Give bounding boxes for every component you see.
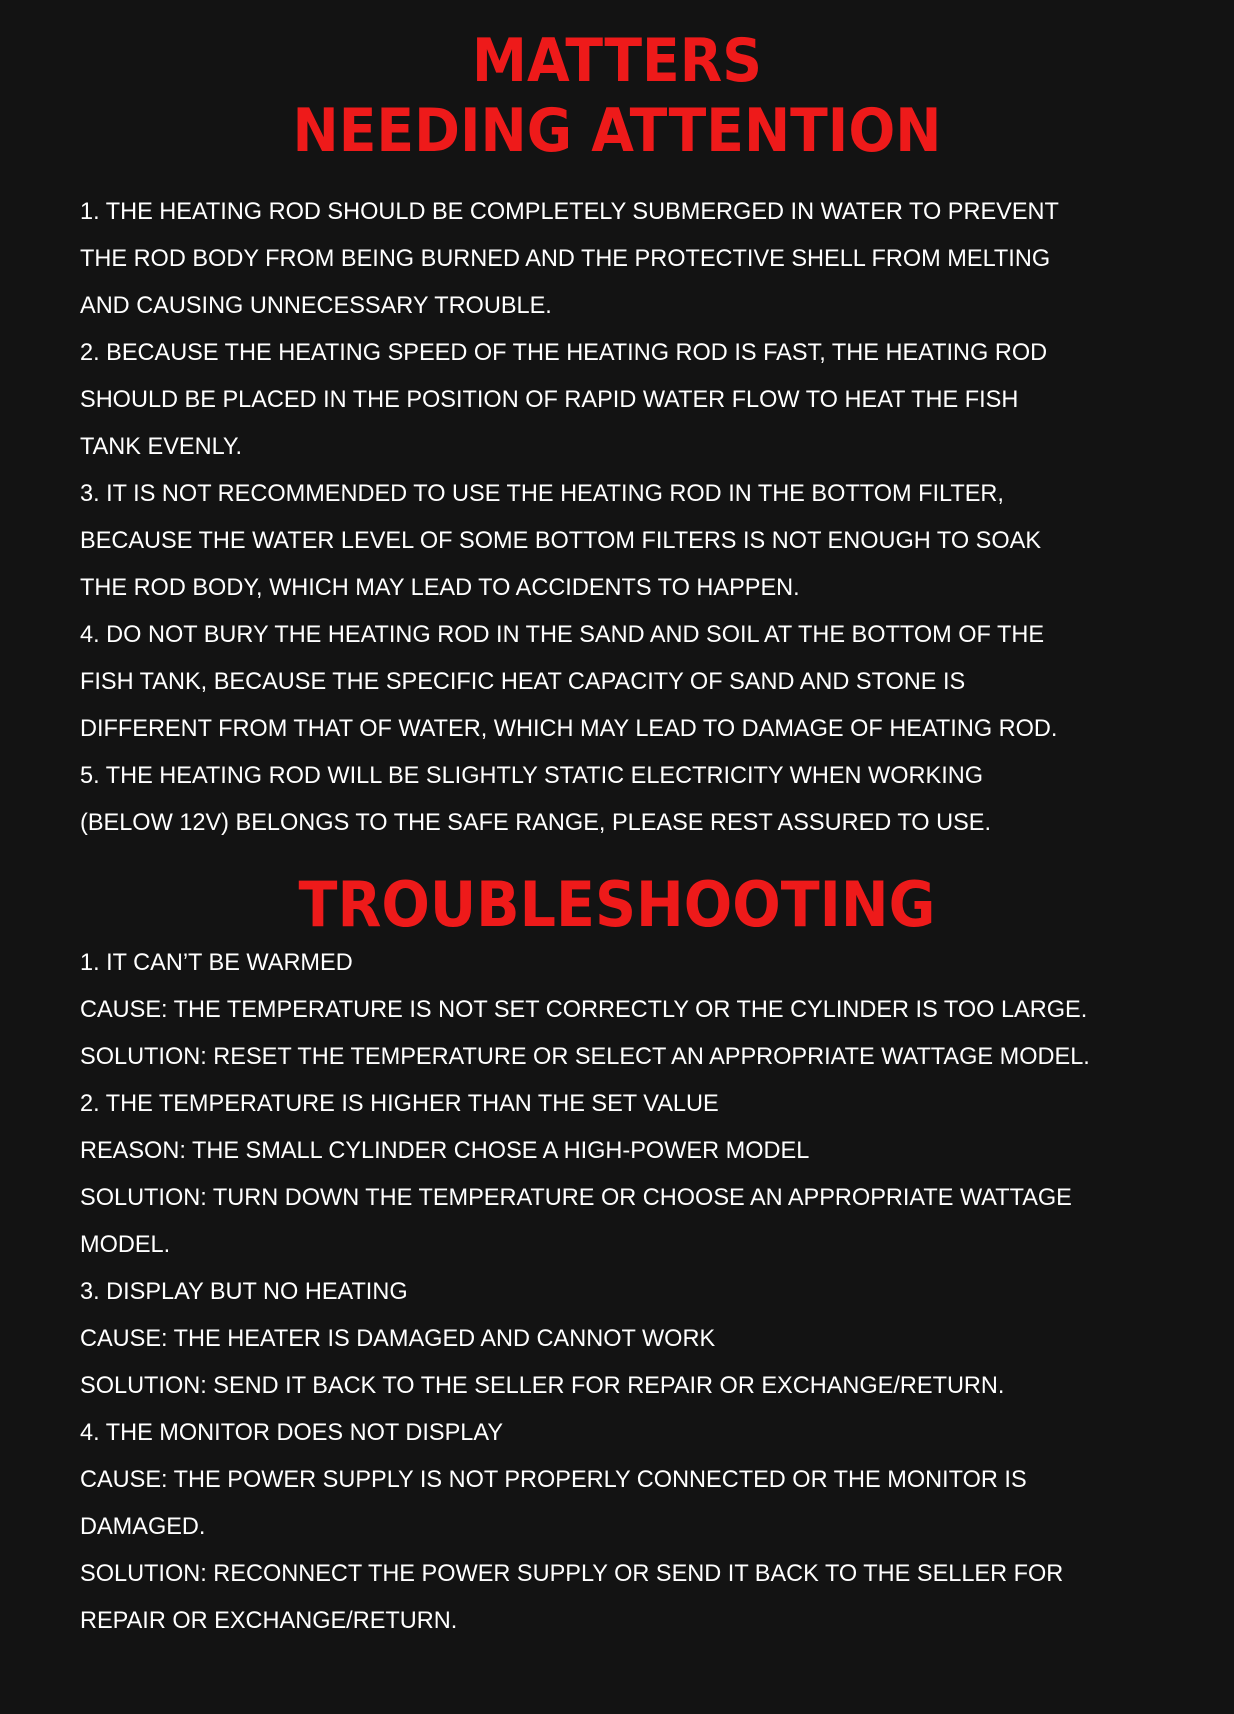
notice-title-line-1: MATTERS: [472, 26, 762, 96]
notice-line: FISH TANK, BECAUSE THE SPECIFIC HEAT CAPACITY OF SAND AND STONE IS: [80, 668, 966, 695]
troubleshooting-line: REASON: THE SMALL CYLINDER CHOSE A HIGH-POWER MODEL: [80, 1137, 810, 1164]
troubleshooting-line: SOLUTION: RESET THE TEMPERATURE OR SELECT AN APPROPRIATE WATTAGE MODEL.: [80, 1043, 1090, 1070]
notice-line: TANK EVENLY.: [80, 433, 243, 460]
troubleshooting-title: TROUBLESHOOTING: [298, 868, 936, 941]
notice-line: THE ROD BODY FROM BEING BURNED AND THE PROTECTIVE SHELL FROM MELTING: [80, 245, 1051, 272]
notice-title: [49, 26, 1184, 166]
notice-line: (BELOW 12V) BELONGS TO THE SAFE RANGE, PLEASE REST ASSURED TO USE.: [80, 809, 992, 836]
troubleshooting-line: 2. THE TEMPERATURE IS HIGHER THAN THE SET VALUE: [80, 1090, 719, 1117]
troubleshooting-line: SOLUTION: RECONNECT THE POWER SUPPLY OR SEND IT BACK TO THE SELLER FOR: [80, 1560, 1064, 1587]
notice-line: 4. DO NOT BURY THE HEATING ROD IN THE SAND AND SOIL AT THE BOTTOM OF THE: [80, 621, 1045, 648]
notice-line: 5. THE HEATING ROD WILL BE SLIGHTLY STATIC ELECTRICITY WHEN WORKING: [80, 762, 984, 789]
troubleshooting-line: SOLUTION: SEND IT BACK TO THE SELLER FOR REPAIR OR EXCHANGE/RETURN.: [80, 1372, 1005, 1399]
troubleshooting-line: 4. THE MONITOR DOES NOT DISPLAY: [80, 1419, 504, 1446]
troubleshooting-line: 3. DISPLAY BUT NO HEATING: [80, 1278, 408, 1305]
troubleshooting-line: DAMAGED.: [80, 1513, 206, 1540]
troubleshooting-line: 1. IT CAN’T BE WARMED: [80, 949, 353, 976]
notice-list: [80, 188, 1117, 846]
troubleshooting-line: SOLUTION: TURN DOWN THE TEMPERATURE OR CHOOSE AN APPROPRIATE WATTAGE: [80, 1184, 1072, 1211]
notice-line: 3. IT IS NOT RECOMMENDED TO USE THE HEATING ROD IN THE BOTTOM FILTER,: [80, 480, 1004, 507]
notice-title-line-2: NEEDING ATTENTION: [292, 96, 942, 166]
notice-line: 1. THE HEATING ROD SHOULD BE COMPLETELY SUBMERGED IN WATER TO PREVENT: [80, 198, 1059, 225]
troubleshooting-line: CAUSE: THE HEATER IS DAMAGED AND CANNOT WORK: [80, 1325, 716, 1352]
notice-line: SHOULD BE PLACED IN THE POSITION OF RAPID WATER FLOW TO HEAT THE FISH: [80, 386, 1019, 413]
troubleshooting-line: CAUSE: THE TEMPERATURE IS NOT SET CORRECTLY OR THE CYLINDER IS TOO LARGE.: [80, 996, 1088, 1023]
troubleshooting-line: MODEL.: [80, 1231, 171, 1258]
notice-line: THE ROD BODY, WHICH MAY LEAD TO ACCIDENTS TO HAPPEN.: [80, 574, 800, 601]
troubleshooting-line: CAUSE: THE POWER SUPPLY IS NOT PROPERLY CONNECTED OR THE MONITOR IS: [80, 1466, 1027, 1493]
troubleshooting-list: [80, 939, 1117, 1644]
notice-line: AND CAUSING UNNECESSARY TROUBLE.: [80, 292, 552, 319]
notice-line: BECAUSE THE WATER LEVEL OF SOME BOTTOM FILTERS IS NOT ENOUGH TO SOAK: [80, 527, 1042, 554]
notice-line: 2. BECAUSE THE HEATING SPEED OF THE HEATING ROD IS FAST, THE HEATING ROD: [80, 339, 1048, 366]
troubleshooting-line: REPAIR OR EXCHANGE/RETURN.: [80, 1607, 458, 1634]
notice-line: DIFFERENT FROM THAT OF WATER, WHICH MAY LEAD TO DAMAGE OF HEATING ROD.: [80, 715, 1058, 742]
